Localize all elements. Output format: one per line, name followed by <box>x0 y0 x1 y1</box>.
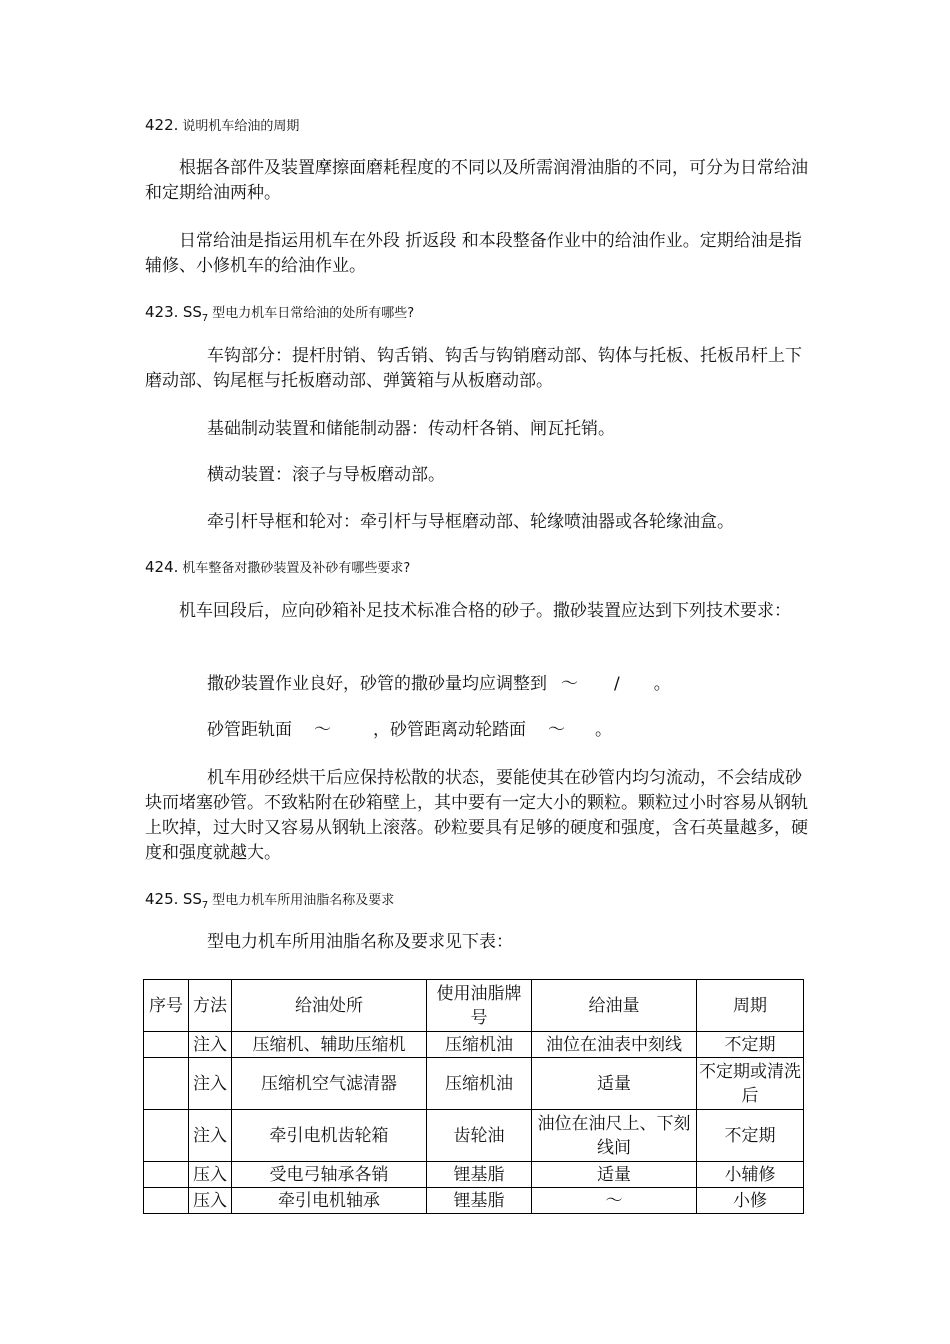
paragraph: 根据各部件及装置摩擦面磨耗程度的不同以及所需润滑油脂的不同，可分为日常给油和定期给油两种。 <box>145 158 808 203</box>
question-number: 424. <box>145 558 179 576</box>
paragraph: 机车回段后，应向砂箱补足技术标准合格的砂子。撒砂装置应达到下列技术要求： <box>179 601 791 621</box>
table-row <box>144 1058 804 1110</box>
text-fragment: 撒砂装置作业良好，砂管的撒砂量均应调整到 <box>207 674 547 694</box>
question-title: 说明机车给油的周期 <box>182 119 300 134</box>
text-fragment: ～ <box>561 674 578 694</box>
table-cell: 受电弓轴承各销 <box>232 1162 427 1188</box>
model-subscript: 7 <box>201 900 209 911</box>
table-cell: 压缩机空气滤清器 <box>232 1058 427 1110</box>
text-fragment: / <box>614 674 620 694</box>
paragraph: 日常给油是指运用机车在外段 折返段 和本段整备作业中的给油作业。定期给油是指辅修、小修机车的给油作业。 <box>145 231 802 276</box>
table-cell: 不定期 <box>697 1110 804 1162</box>
model-subscript: 7 <box>201 313 209 324</box>
question-title: 机车整备对撒砂装置及补砂有哪些要求? <box>182 561 411 576</box>
table-cell: 压缩机油 <box>427 1032 532 1058</box>
sand-pipe-distance-requirement <box>145 718 810 743</box>
table-cell: 不定期或清洗后 <box>697 1058 804 1110</box>
table-cell: 不定期 <box>697 1032 804 1058</box>
table-cell: 牵引电机齿轮箱 <box>232 1110 427 1162</box>
table-row <box>144 1110 804 1162</box>
table-cell: 压缩机油 <box>427 1058 532 1110</box>
header-cell: 序号 <box>144 980 189 1032</box>
question-424-heading <box>145 557 410 579</box>
locomotive-model: SS <box>182 303 202 321</box>
text-fragment: ～ <box>314 720 331 740</box>
table-header-row <box>144 980 804 1032</box>
table-cell: 注入 <box>189 1032 232 1058</box>
table-cell: 压入 <box>189 1162 232 1188</box>
question-title: 型电力机车日常给油的处所有哪些? <box>212 306 415 321</box>
table-cell: 牵引电机轴承 <box>232 1188 427 1214</box>
table-intro: 型电力机车所用油脂名称及要求见下表： <box>207 932 513 952</box>
list-item: 车钩部分：提杆肘销、钩舌销、钩舌与钩销磨动部、钩体与托板、托板吊杆上下磨动部、钩尾框与托板磨动部、弹簧箱与从板磨动部。 <box>145 346 802 391</box>
table-cell: 注入 <box>189 1110 232 1162</box>
header-cell: 周期 <box>697 980 804 1032</box>
question-422-heading <box>145 115 299 137</box>
paragraph: 机车用砂经烘干后应保持松散的状态，要能使其在砂管内均匀流动，不会结成砂块而堵塞砂管。不致粘附在砂箱壁上，其中要有一定大小的颗粒。颗粒过小时容易从钢轨上吹掉，过大时又容易从钢轨上滚落。砂粒要具有足够的硬度和强度，含石英量越多，硬度和强度就越大。 <box>145 768 808 863</box>
question-title: 型电力机车所用油脂名称及要求 <box>212 893 395 908</box>
header-cell: 使用油脂牌号 <box>427 980 532 1032</box>
text-fragment: 砂管距轨面 <box>207 720 292 740</box>
oil-grease-table <box>143 979 804 1214</box>
locomotive-model: SS <box>182 890 202 908</box>
sand-rate-requirement <box>145 672 810 697</box>
table-row <box>144 1188 804 1214</box>
table-cell <box>144 1188 189 1214</box>
table-row <box>144 1162 804 1188</box>
header-cell: 给油处所 <box>232 980 427 1032</box>
question-425-heading <box>145 889 394 916</box>
table-cell: 齿轮油 <box>427 1110 532 1162</box>
table-cell: 锂基脂 <box>427 1188 532 1214</box>
table-cell: ～ <box>532 1188 697 1214</box>
question-number: 423. <box>145 303 179 321</box>
question-number: 422. <box>145 116 179 134</box>
text-fragment: ～ <box>548 720 565 740</box>
table-row <box>144 1032 804 1058</box>
table-cell: 小辅修 <box>697 1162 804 1188</box>
table-cell: 油位在油尺上、下刻线间 <box>532 1110 697 1162</box>
table-cell: 小修 <box>697 1188 804 1214</box>
table-cell <box>144 1110 189 1162</box>
table-cell <box>144 1058 189 1110</box>
table-cell: 油位在油表中刻线 <box>532 1032 697 1058</box>
list-item: 牵引杆导框和轮对：牵引杆与导框磨动部、轮缘喷油器或各轮缘油盒。 <box>207 512 734 532</box>
header-cell: 方法 <box>189 980 232 1032</box>
question-number: 425. <box>145 890 179 908</box>
question-423-heading <box>145 302 414 329</box>
text-fragment: 。 <box>653 674 671 694</box>
text-fragment: ，砂管距离动轮踏面 <box>373 720 526 740</box>
header-cell: 给油量 <box>532 980 697 1032</box>
table-cell: 适量 <box>532 1058 697 1110</box>
table-cell <box>144 1162 189 1188</box>
table-cell: 适量 <box>532 1162 697 1188</box>
table-cell: 压缩机、辅助压缩机 <box>232 1032 427 1058</box>
table-cell: 注入 <box>189 1058 232 1110</box>
table-cell: 锂基脂 <box>427 1162 532 1188</box>
table-cell <box>144 1032 189 1058</box>
text-fragment: 。 <box>595 720 612 740</box>
table-cell: 压入 <box>189 1188 232 1214</box>
list-item: 基础制动装置和储能制动器：传动杆各销、闸瓦托销。 <box>207 419 615 439</box>
list-item: 横动装置：滚子与导板磨动部。 <box>207 465 445 485</box>
